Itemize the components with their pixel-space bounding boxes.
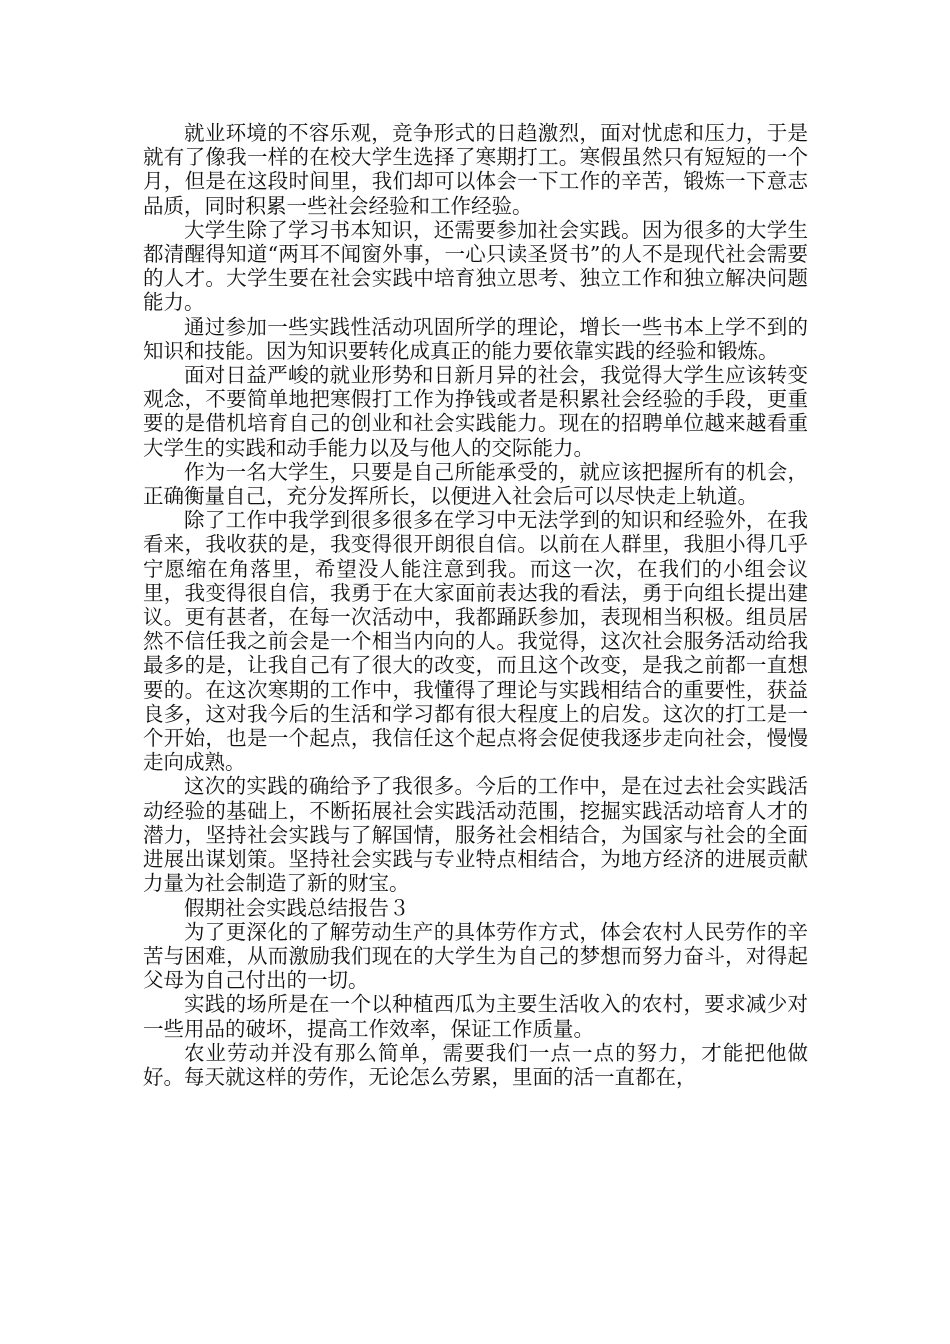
paragraph-7: 这次的实践的确给予了我很多。今后的工作中，是在过去社会实践活动经验的基础上，不断拓展社会实践活动范围，挖掘实践活动培育人才的潜力，坚持社会实践与了解国情，服务社会相结合，为国家与社会的全面进展出谋划策。坚持社会实践与专业特点相结合，为地方经济的进展贡献力量为社会制造了新的财宝。 xyxy=(143,774,808,896)
paragraph-4: 面对日益严峻的就业形势和日新月异的社会，我觉得大学生应该转变观念，不要简单地把寒假打工作为挣钱或者是积累社会经验的手段，更重要的是借机培育自己的创业和社会实践能力。现在的招聘单位越来越看重大学生的实践和动手能力以及与他人的交际能力。 xyxy=(143,363,808,460)
paragraph-2: 大学生除了学习书本知识，还需要参加社会实践。因为很多的大学生都清醒得知道“两耳不闻窗外事，一心只读圣贤书”的人不是现代社会需要的人才。大学生要在社会实践中培育独立思考、独立工作和独立解决问题能力。 xyxy=(143,217,808,315)
paragraph-6: 除了工作中我学到很多很多在学习中无法学到的知识和经验外，在我看来，我收获的是，我变得很开朗很自信。以前在人群里，我胆小得几乎宁愿缩在角落里，希望没人能注意到我。而这一次，在我们的小组会议里，我变得很自信，我勇于在大家面前表达我的看法，勇于向组长提出建议。更有甚者，在每一次活动中，我都踊跃参加，表现相当积极。组员居然不信任我之前会是一个相当内向的人。我觉得，这次社会服务活动给我最多的是，让我自己有了很大的改变，而且这个改变，是我之前都一直想要的。在这次寒期的工作中，我懂得了理论与实践相结合的重要性，获益良多，这对我今后的生活和学习都有很大程度上的启发。这次的打工是一个开始，也是一个起点，我信任这个起点将会促使我逐步走向社会，慢慢走向成熟。 xyxy=(143,508,808,775)
paragraph-9: 实践的场所是在一个以种植西瓜为主要生活收入的农村，要求减少对一些用品的破坏，提高工作效率，保证工作质量。 xyxy=(143,992,808,1041)
document-body xyxy=(143,121,808,1089)
section-heading: 假期社会实践总结报告３ xyxy=(184,895,410,920)
paragraph-1: 就业环境的不容乐观，竞争形式的日趋激烈，面对忧虑和压力，于是就有了像我一样的在校大学生选择了寒期打工。寒假虽然只有短短的一个月，但是在这段时间里，我们却可以体会一下工作的辛苦，锻炼一下意志品质，同时积累一些社会经验和工作经验。 xyxy=(143,121,808,218)
paragraph-10: 农业劳动并没有那么简单，需要我们一点一点的努力，才能把他做好。每天就这样的劳作，无论怎么劳累，里面的活一直都在， xyxy=(143,1040,808,1089)
paragraph-5: 作为一名大学生，只要是自己所能承受的，就应该把握所有的机会，正确衡量自己，充分发挥所长，以便进入社会后可以尽快走上轨道。 xyxy=(143,459,808,509)
paragraph-8: 为了更深化的了解劳动生产的具体劳作方式，体会农村人民劳作的辛苦与困难，从而激励我们现在的大学生为自己的梦想而努力奋斗，对得起父母为自己付出的一切。 xyxy=(143,919,808,993)
paragraph-3: 通过参加一些实践性活动巩固所学的理论，增长一些书本上学不到的知识和技能。因为知识要转化成真正的能力要依靠实践的经验和锻炼。 xyxy=(143,314,808,363)
